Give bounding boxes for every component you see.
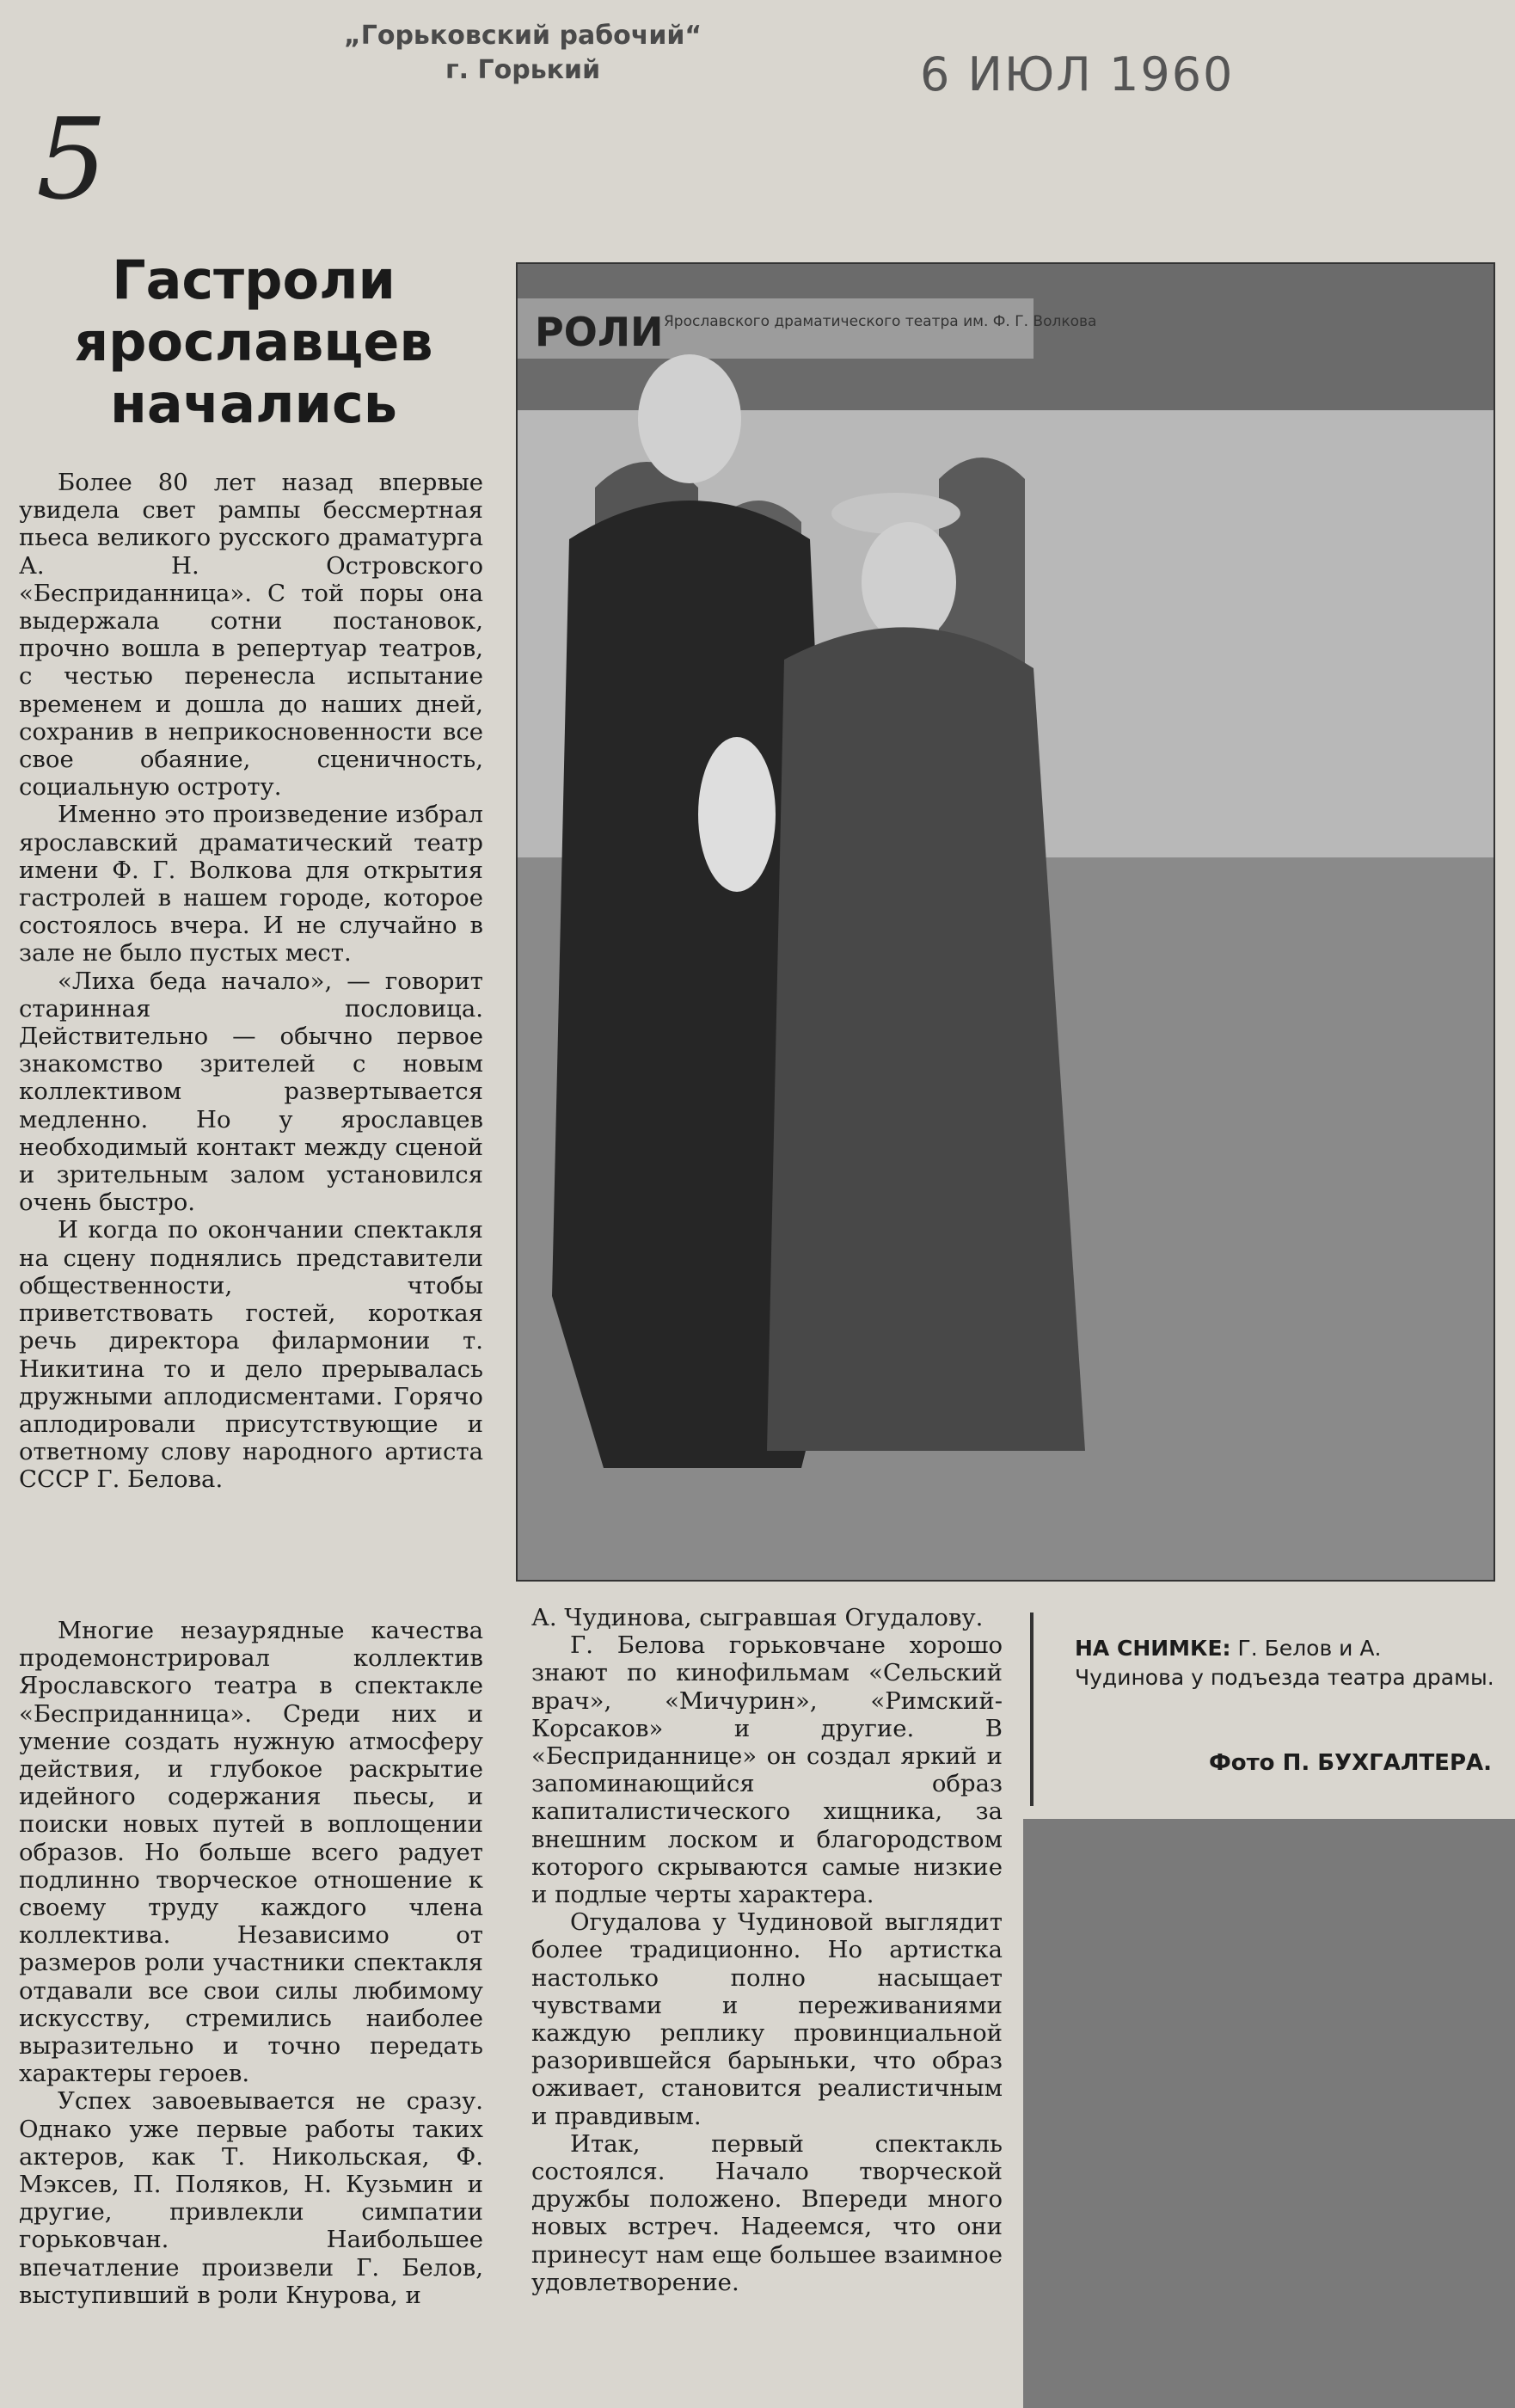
stamp-date: 6 ИЮЛ 1960 <box>920 47 1235 101</box>
sign-text: РОЛИ <box>535 309 664 355</box>
woman-coat <box>767 627 1085 1451</box>
photo-credit: Фото П. БУХГАЛТЕРА. <box>1208 1750 1492 1776</box>
handwritten-number: 5 <box>36 94 107 224</box>
paragraph: Успех завоевывается не сразу. Однако уже первые работы таких актеров, как Т. Никольская, Ф. Мэксев, П. Поляков, Н. Кузьмин и другие, привлекли симпатии горьковчан. Наибольшее впечатление произвели Г. Белов, выступивший в роли Кнурова, и <box>19 2087 483 2309</box>
paragraph: Итак, первый спектакль состоялся. Начало творческой дружбы положено. Впереди много новых встреч. Надеемся, что они принесут нам еще большее взаимное удовлетворение. <box>531 2129 1003 2296</box>
newspaper-stamp <box>344 19 702 88</box>
paragraph: Именно это произведение избрал ярославский драматический театр имени Ф. Г. Волкова для открытия гастролей в нашем городе, которое состоялось вчера. И не случайно в зале не было пустых мест. <box>19 801 483 968</box>
article-column-3 <box>531 1604 1003 2296</box>
sign-subtext: Ярославского драматического театра им. Ф. Г. Волкова <box>664 313 1097 330</box>
paragraph: Многие незаурядные качества продемонстрировал коллектив Ярославского театра в спектакле «Бесприданница». Среди них и умение создать нужную атмосферу действия, и глубокое раскрытие идейного содержания пьесы, и поиски новых путей в воплощении образов. Но больше всего радует подлинно творческое отношение к своему труду каждого члена коллектива. Независимо от размеров роли участники спектакля отдавали все свои силы любимому искусству, стремились наиболее выразительно и точно передать характеры героев. <box>19 1617 483 2088</box>
caption-divider <box>1030 1612 1034 1806</box>
hat-in-hand <box>698 737 776 892</box>
paragraph: И когда по окончании спектакля на сцену поднялись представители общественности, чтобы приветствовать гостей, короткая речь директора филармонии т. Никитина то и дело прерывалась дружными аплодисментами. Горячо аплодировали присутствующие и ответному слову народного артиста СССР Г. Белова. <box>19 1216 483 1494</box>
article-column-1 <box>19 469 483 1494</box>
caption-text: Г. Белов и А. Чудинова у подъезда театра драмы. <box>1075 1636 1494 1690</box>
article-column-2 <box>19 1617 483 2309</box>
paragraph: Г. Белова горьковчане хорошо знают по кинофильмам «Сельский врач», «Мичурин», «Римский-Корсаков» и другие. В «Бесприданнице» он создал яркий и запоминающийся образ капиталистического хищника, за внешним лоском и благородством которого скрываются самые низкие и подлые черты характера. <box>531 1631 1003 1909</box>
article-headline: Гастроли ярославцев начались <box>74 249 433 435</box>
background-surface <box>1023 1819 1515 2408</box>
photo-caption <box>1075 1634 1496 1692</box>
woman-head <box>862 522 956 642</box>
man-head <box>638 354 741 483</box>
caption-lead: НА СНИМКЕ: <box>1075 1636 1231 1661</box>
paragraph: Огудалова у Чудиновой выглядит более традиционно. Но артистка настолько полно насыщает чувствами и переживаниями каждую реплику провинциальной разорившейся барыньки, что образ оживает, становится реалистичным и правдивым. <box>531 1908 1003 2130</box>
stamp-city: г. Горький <box>445 55 601 85</box>
paragraph: Более 80 лет назад впервые увидела свет рампы бессмертная пьеса великого русского драматурга А. Н. Островского «Бесприданница». С той поры она выдержала сотни постановок, прочно вошла в репертуар театров, с честью перенесла испытание временем и дошла до наших дней, сохранив в неприкосновенности все свое обаяние, сценичность, социальную остроту. <box>19 469 483 802</box>
stamp-newspaper-name: „Горьковский рабочий“ <box>344 21 702 51</box>
article-photo <box>516 262 1495 1582</box>
paragraph: «Лиха беда начало», — говорит старинная пословица. Действительно — обычно первое знакомство зрителей с новым коллективом развертывается медленно. Но у ярославцев необходимый контакт между сценой и зрительным залом установился очень быстро. <box>19 967 483 1217</box>
paragraph: А. Чудинова, сыгравшая Огудалову. <box>531 1604 984 1631</box>
photo-illustration <box>518 264 1494 1580</box>
